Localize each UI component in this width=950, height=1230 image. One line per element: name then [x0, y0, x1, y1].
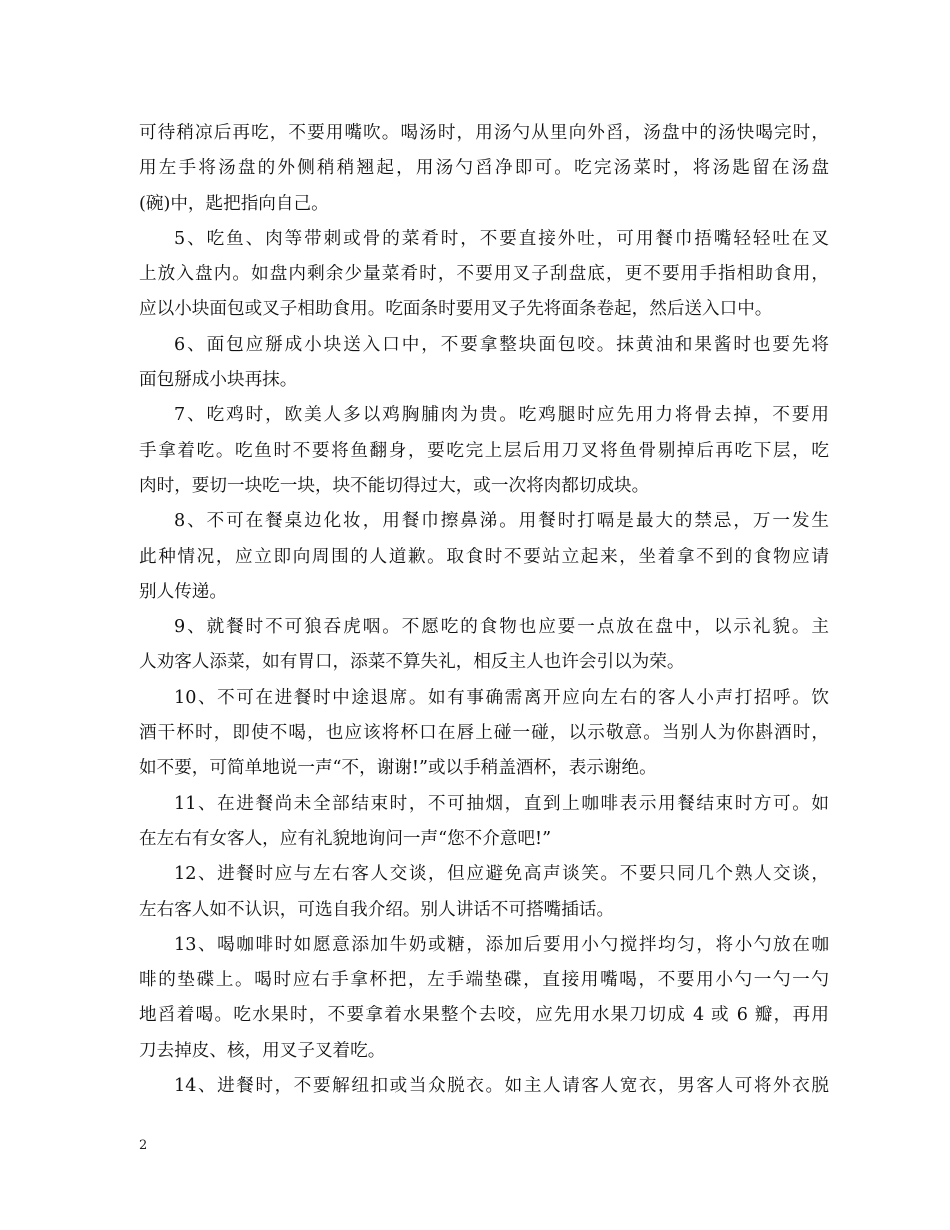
- paragraph-line: 地舀着喝。吃水果时，不要拿着水果整个去咬，应先用水果刀切成 4 或 6 瓣，再用: [139, 1005, 829, 1026]
- paragraph-line: 7、吃鸡时，欧美人多以鸡胸脯肉为贵。吃鸡腿时应先用力将骨去掉，不要用: [174, 405, 829, 426]
- page-number: 2: [139, 1138, 148, 1153]
- paragraph-line: 12、进餐时应与左右客人交谈，但应避免高声谈笑。不要只同几个熟人交谈，: [174, 864, 829, 885]
- paragraph-line: 9、就餐时不可狼吞虎咽。不愿吃的食物也应要一点放在盘中，以示礼貌。主: [174, 617, 829, 638]
- paragraph-line: 应以小块面包或叉子相助食用。吃面条时要用叉子先将面条卷起，然后送入口中。: [139, 299, 773, 320]
- paragraph-line: 6、面包应掰成小块送入口中，不要拿整块面包咬。抹黄油和果酱时也要先将: [174, 334, 829, 355]
- paragraph-line: 11、在进餐尚未全部结束时，不可抽烟，直到上咖啡表示用餐结束时方可。如: [174, 793, 829, 814]
- paragraph-line: 用左手将汤盘的外侧稍稍翘起，用汤勺舀净即可。吃完汤菜时，将汤匙留在汤盘: [139, 158, 829, 179]
- paragraph-line: 5、吃鱼、肉等带刺或骨的菜肴时，不要直接外吐，可用餐巾捂嘴轻轻吐在叉: [174, 228, 829, 249]
- paragraph-line: 左右客人如不认识，可选自我介绍。别人讲话不可搭嘴插话。: [139, 899, 615, 920]
- paragraph-line: 在左右有女客人，应有礼貌地询问一声“您不介意吧!”: [139, 828, 552, 849]
- paragraph-line: 上放入盘内。如盘内剩余少量菜肴时，不要用叉子刮盘底，更不要用手指相助食用，: [139, 264, 829, 285]
- paragraph-line: 13、喝咖啡时如愿意添加牛奶或糖，添加后要用小勺搅拌均匀，将小勺放在咖: [174, 934, 829, 955]
- paragraph-line: 可待稍凉后再吃，不要用嘴吹。喝汤时，用汤勺从里向外舀，汤盘中的汤快喝完时，: [139, 123, 829, 143]
- paragraph-line: 啡的垫碟上。喝时应右手拿杯把，左手端垫碟，直接用嘴喝，不要用小勺一勺一勺: [139, 970, 829, 991]
- paragraph-line: 手拿着吃。吃鱼时不要将鱼翻身，要吃完上层后用刀叉将鱼骨剔掉后再吃下层，吃: [139, 440, 829, 461]
- body-text: [139, 116, 829, 1104]
- paragraph-line: (碗)中，匙把指向自己。: [139, 193, 329, 214]
- paragraph-line: 14、进餐时，不要解纽扣或当众脱衣。如主人请客人宽衣，男客人可将外衣脱: [174, 1076, 829, 1097]
- paragraph-line: 面包掰成小块再抹。: [139, 370, 298, 391]
- paragraph-line: 此种情况，应立即向周围的人道歉。取食时不要站立起来，坐着拿不到的食物应请: [139, 546, 829, 567]
- paragraph-line: 刀去掉皮、核，用叉子叉着吃。: [139, 1040, 386, 1061]
- paragraph-line: 人劝客人添菜，如有胃口，添菜不算失礼，相反主人也许会引以为荣。: [139, 652, 685, 673]
- paragraph-line: 肉时，要切一块吃一块，块不能切得过大，或一次将肉都切成块。: [139, 475, 650, 496]
- paragraph-line: 10、不可在进餐时中途退席。如有事确需离开应向左右的客人小声打招呼。饮: [174, 687, 829, 708]
- paragraph-line: 酒干杯时，即使不喝，也应该将杯口在唇上碰一碰，以示敬意。当别人为你斟酒时，: [139, 723, 829, 744]
- paragraph-line: 别人传递。: [139, 581, 227, 602]
- paragraph-line: 8、不可在餐桌边化妆，用餐巾擦鼻涕。用餐时打嗝是最大的禁忌，万一发生: [174, 511, 829, 532]
- paragraph-line: 如不要，可简单地说一声“不，谢谢!”或以手稍盖酒杯，表示谢绝。: [139, 758, 657, 779]
